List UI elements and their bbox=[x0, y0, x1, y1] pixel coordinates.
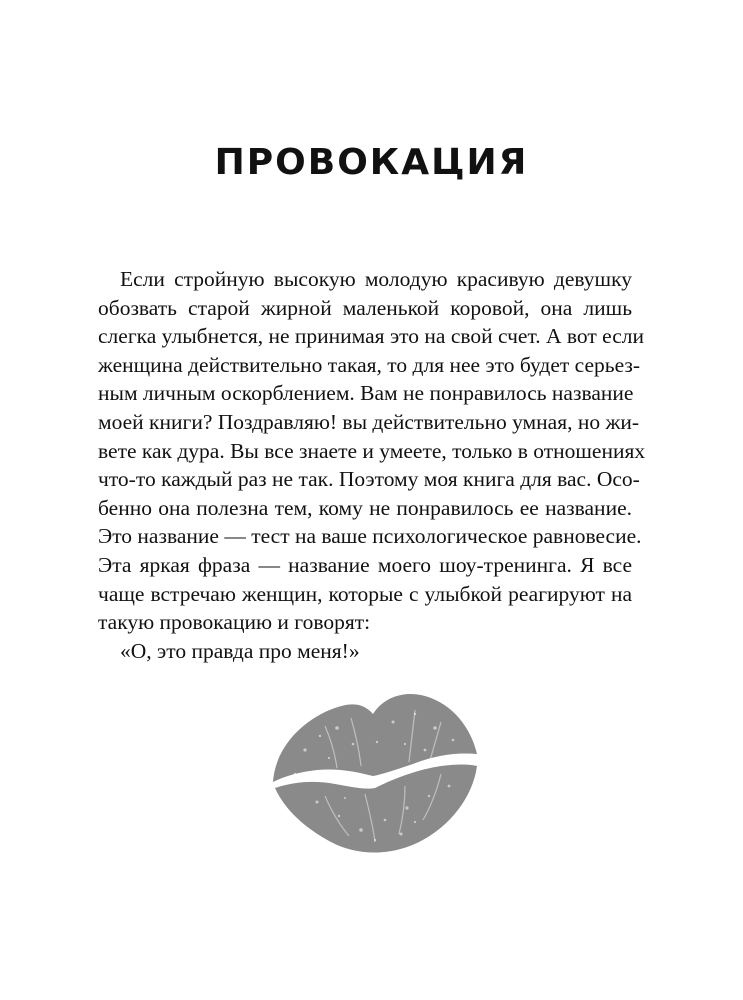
paragraph-line: женщина действительно такая, то для нее это будет серьез- bbox=[98, 352, 641, 377]
paragraph-line: ным личным оскорблением. Вам не понравилось название bbox=[98, 381, 634, 406]
paragraph-line: моей книги? Поздравляю! вы действительно умная, но жи- bbox=[98, 409, 640, 434]
paragraph-line: Если стройную высокую молодую красивую девушку bbox=[120, 267, 632, 291]
lipstick-kiss-print-icon bbox=[265, 670, 480, 860]
chapter-title: ПРОВОКАЦИЯ bbox=[214, 142, 529, 183]
paragraph-line: вете как дура. Вы все знаете и умеете, только в отношениях bbox=[98, 438, 646, 463]
body-text bbox=[98, 265, 646, 665]
paragraph-line: слегка улыбнется, не принимая это на свой счет. А вот если bbox=[98, 324, 645, 349]
paragraph-line: чаще встречаю женщин, которые с улыбкой реагируют на bbox=[98, 581, 632, 606]
paragraph-line: бенно она полезна тем, кому не понравилось ее название. bbox=[98, 495, 632, 520]
quote-line: «О, это правда про меня!» bbox=[120, 638, 360, 663]
paragraph-line: такую провокацию и говорят: bbox=[98, 610, 371, 635]
lower-lip bbox=[275, 765, 477, 853]
paragraph-line: что-то каждый раз не так. Поэтому моя книга для вас. Осо- bbox=[98, 467, 640, 492]
kiss-print bbox=[273, 694, 477, 852]
paragraph-line: Эта яркая фраза — название моего шоу-тренинга. Я все bbox=[98, 552, 632, 577]
paragraph-line: обозвать старой жирной маленькой коровой, она лишь bbox=[98, 295, 632, 320]
paragraph-line: Это название — тест на ваше психологическое равновесие. bbox=[98, 524, 642, 549]
